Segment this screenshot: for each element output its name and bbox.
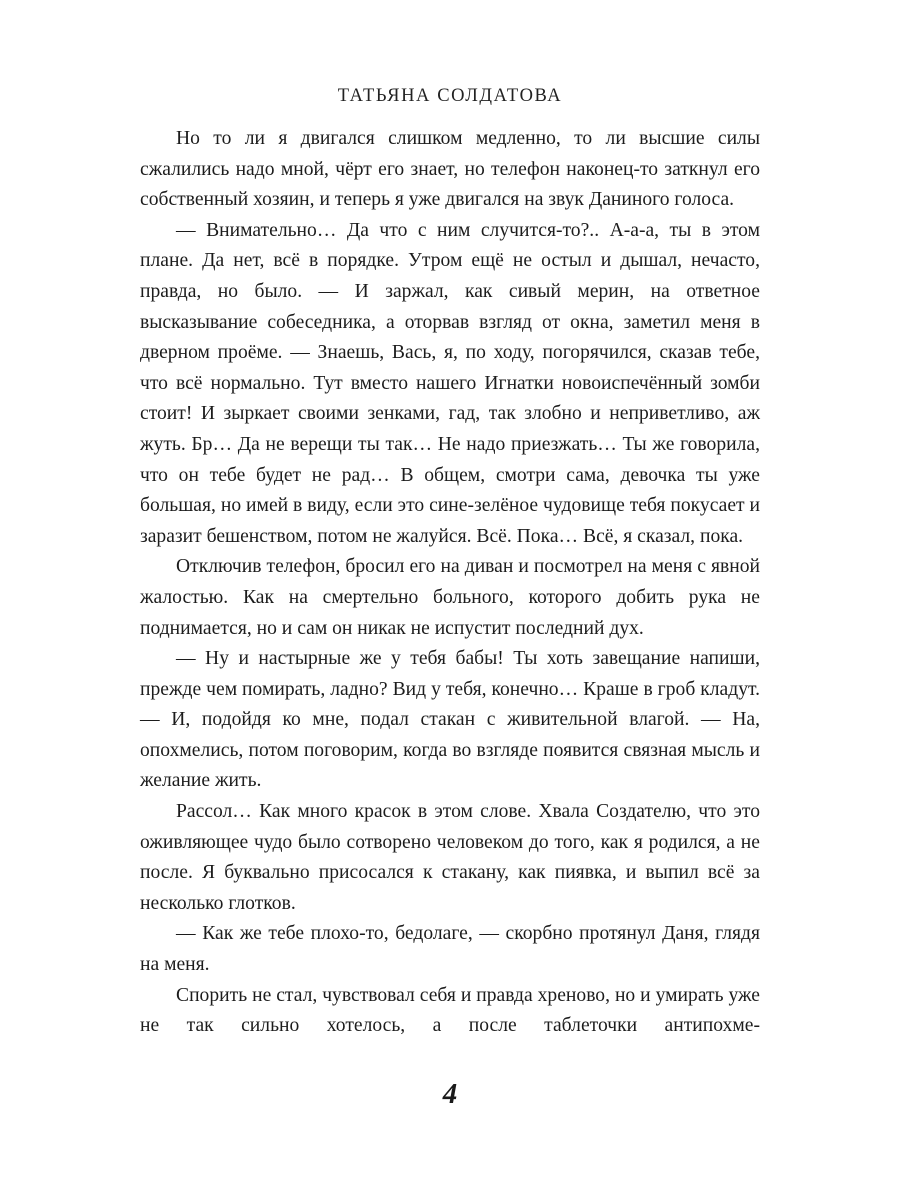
page-number: 4 bbox=[442, 1078, 458, 1110]
paragraph: Спорить не стал, чувствовал себя и правда хреново, но и умирать уже не так сильно хотелось, а после таблеточки антипохме- bbox=[140, 984, 760, 1037]
paragraph: — Как же тебе плохо-то, бедолаге, — скорбно протянул Даня, глядя на меня. bbox=[140, 923, 760, 976]
paragraph: — Ну и настырные же у тебя бабы! Ты хоть завещание напиши, прежде чем помирать, ладно? Вид у тебя, конечно… Краше в гроб кладут. — И, подойдя ко мне, подал стакан с живительной влагой. — На, опохмелись, потом поговорим, когда во взгляде появится связная мысль и желание жить. bbox=[140, 648, 760, 792]
paragraph: — Внимательно… Да что с ним случится-то?.. А-а-а, ты в этом плане. Да нет, всё в порядке. Утром ещё не остыл и дышал, нечасто, правда, но было. — И заржал, как сивый мерин, на ответное высказывание собеседника, а оторвав взгляд от окна, заметил меня в дверном проёме. — Знаешь, Вась, я, по ходу, погорячился, сказав тебе, что всё нормально. Тут вместо нашего Игнатки новоиспечённый зомби стоит! И зыркает своими зенками, гад, так злобно и неприветливо, аж жуть. Бр… Да не верещи ты так… Не надо приезжать… Ты же говорила, что он тебе будет не рад… В общем, смотри сама, девочка ты уже большая, но имей в виду, если это сине-зелёное чудовище тебя покусает и заразит бешенством, потом не жалуйся. Всё. Пока… Всё, я сказал, пока. bbox=[140, 219, 760, 547]
paragraph: Рассол… Как много красок в этом слове. Хвала Создателю, что это оживляющее чудо было сотворено человеком до того, как я родился, а не после. Я буквально присосался к стакану, как пиявка, и выпил всё за несколько глотков. bbox=[140, 801, 760, 914]
main-text bbox=[140, 124, 760, 1042]
paragraph: Отключив телефон, бросил его на диван и посмотрел на меня с явной жалостью. Как на смертельно больного, которого добить рука не поднимается, но и сам он никак не испустит последний дух. bbox=[140, 556, 760, 639]
paragraph: Но то ли я двигался слишком медленно, то ли высшие силы сжалились надо мной, чёрт его знает, но телефон наконец-то заткнул его собственный хозяин, и теперь я уже двигался на звук Даниного голоса. bbox=[140, 128, 760, 211]
running-title: ТАТЬЯНА СОЛДАТОВА bbox=[337, 86, 563, 106]
